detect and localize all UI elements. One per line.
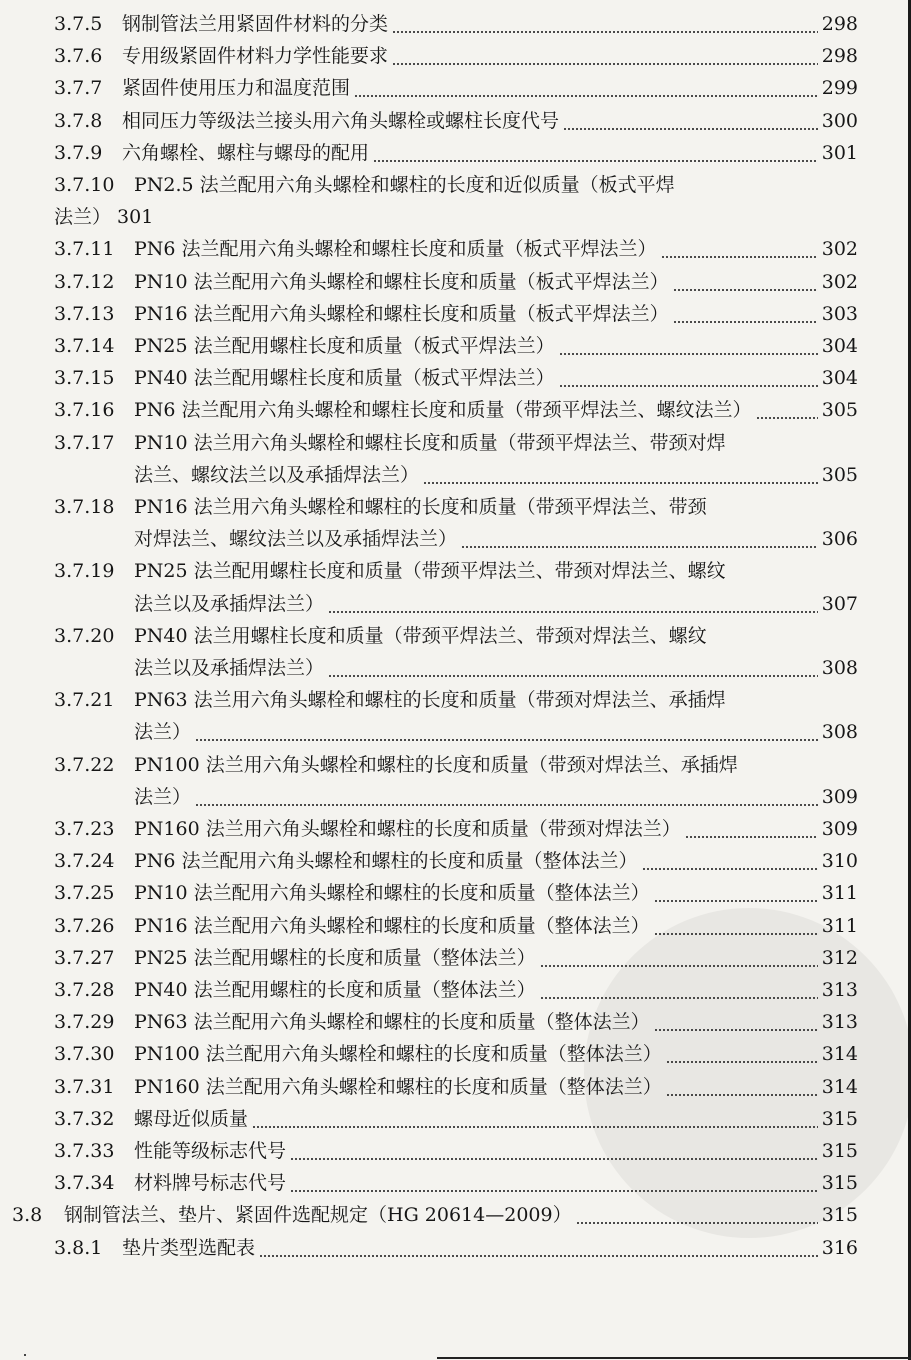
toc-entry-title: PN16 法兰用六角头螺栓和螺柱的长度和质量（带颈平焊法兰、带颈 [134,496,707,518]
toc-entry-title: 六角螺栓、螺柱与螺母的配用 [122,141,370,164]
toc-entry-title: PN2.5 法兰配用六角头螺栓和螺柱的长度和近似质量（板式平焊 [134,174,675,196]
toc-entry-title: PN10 法兰用六角头螺栓和螺柱长度和质量（带颈平焊法兰、带颈对焊 [134,431,726,454]
toc-entry-number: 3.7.10 [54,174,115,196]
toc-entry-number: 3.7.21 [54,689,115,712]
toc-entry-title: 钢制管法兰、垫片、紧固件选配规定（HG 20614—2009） [64,1204,572,1227]
toc-entry-title: 法兰） [134,785,192,808]
toc-leader-dots [195,781,818,813]
toc-page-number: 304 [821,367,858,390]
toc-entry-title: 螺母近似质量 [134,1107,249,1130]
toc-leader-dots [673,266,818,298]
toc-leader-dots [654,1006,818,1038]
toc-entry-number: 3.7.9 [54,141,103,164]
toc-page-number: 299 [821,77,858,100]
toc-entry-number: 3.7.24 [54,850,115,873]
toc-page-number: 311 [821,882,858,905]
toc-leader-dots [756,394,818,426]
toc-page-number: 314 [821,1075,858,1098]
toc-entry-number: 3.7.30 [54,1043,115,1066]
toc-leader-dots [423,459,818,491]
toc-entry-title: PN10 法兰配用六角头螺栓和螺柱的长度和质量（整体法兰） [134,882,650,905]
toc-page-number: 315 [821,1140,858,1162]
toc-entry-title: 法兰以及承插焊法兰） [134,592,325,615]
toc-leader-dots [559,330,818,362]
toc-page-number: 308 [821,656,858,679]
toc-entry-number: 3.7.18 [54,496,115,518]
toc-leader-dots [195,716,818,748]
toc-entry-number: 3.7.32 [54,1107,115,1130]
toc-entry-title: PN160 法兰配用六角头螺栓和螺柱的长度和质量（整体法兰） [134,1075,662,1098]
toc-entry-number: 3.7.11 [54,238,115,261]
toc-leader-dots [654,877,818,909]
toc-page-number: 304 [821,335,858,357]
toc-entry-title: PN16 法兰配用六角头螺栓和螺柱的长度和质量（整体法兰） [134,914,650,937]
toc-entry-number: 3.7.25 [54,882,115,905]
toc-page-number: 302 [821,238,858,261]
toc-leader-dots [392,8,818,40]
toc-leader-dots [392,40,818,72]
toc-page-number: 316 [821,1236,858,1259]
toc-entry-title: PN40 法兰配用螺柱的长度和质量（整体法兰） [134,979,536,1001]
toc-leader-dots [661,233,818,265]
toc-page-number: 298 [821,13,858,35]
toc-leader-dots [685,813,818,845]
toc-entry-title: PN25 法兰配用螺柱长度和质量（带颈平焊法兰、带颈对焊法兰、螺纹 [134,560,726,583]
toc-page-number: 301 [821,141,858,164]
toc-entry-number: 3.7.31 [54,1075,115,1098]
toc-page-number: 310 [821,850,858,873]
toc-leader-dots [563,105,818,137]
toc-entry-title: 垫片类型选配表 [122,1236,256,1259]
toc-page-number: 309 [821,818,858,840]
toc-page-number: 312 [821,946,858,969]
toc-entry-title: PN160 法兰用六角头螺栓和螺柱的长度和质量（带颈对焊法兰） [134,818,681,840]
toc-entry-title: PN16 法兰配用六角头螺栓和螺柱长度和质量（板式平焊法兰） [134,302,669,325]
toc-entry-number: 3.8.1 [54,1236,103,1259]
toc-entry-number: 3.7.12 [54,270,115,293]
toc-page-number: 308 [821,721,858,744]
toc-entry-title: 材料牌号标志代号 [134,1172,287,1195]
toc-entry-number: 3.7.13 [54,302,115,325]
toc-page-number: 313 [821,1011,858,1034]
toc-entry-number: 3.7.27 [54,946,115,969]
toc-leader-dots [328,652,818,684]
toc-entry-number: 3.7.29 [54,1011,115,1034]
toc-leader-dots [259,1232,818,1264]
toc-entry-number: 3.7.34 [54,1172,115,1195]
toc-entry-number: 3.7.6 [54,45,103,68]
toc-page-number: 314 [821,1043,858,1066]
toc-entry-number: 3.7.17 [54,431,115,454]
toc-page-number: 300 [821,109,858,132]
toc-leader-dots [642,845,818,877]
toc-entry-title: PN6 法兰配用六角头螺栓和螺柱的长度和质量（整体法兰） [134,850,638,873]
toc-leader-dots [290,1167,818,1199]
toc-page-number: 305 [821,463,858,486]
toc-page-number: 303 [821,302,858,325]
toc-entry-number: 3.7.20 [54,624,115,647]
toc-entry-number: 3.7.5 [54,13,103,35]
toc-leader-dots [654,910,818,942]
toc-entry-title: PN25 法兰配用螺柱长度和质量（板式平焊法兰） [134,335,555,357]
toc-entry-number: 3.8 [12,1204,43,1227]
toc-entry-title: 紧固件使用压力和温度范围 [122,77,351,100]
toc-leader-dots [328,588,818,620]
toc-leader-dots [354,72,818,104]
toc-entry-title: PN6 法兰配用六角头螺栓和螺柱长度和质量（带颈平焊法兰、螺纹法兰） [134,399,752,422]
toc-entry-number: 3.7.8 [54,109,103,132]
toc-entry-number: 3.7.19 [54,560,115,583]
toc-page-number: 309 [821,785,858,808]
toc-entry-number: 3.7.26 [54,914,115,937]
toc-entry-title: 性能等级标志代号 [134,1140,287,1162]
toc-entry-number: 3.7.16 [54,399,115,422]
toc-leader-dots [461,523,818,555]
toc-entry-title: PN100 法兰配用六角头螺栓和螺柱的长度和质量（整体法兰） [134,1043,662,1066]
toc-entry-title: 钢制管法兰用紧固件材料的分类 [122,13,389,35]
toc-entry-title: 对焊法兰、螺纹法兰以及承插焊法兰） [134,528,458,551]
toc-entry-number: 3.7.7 [54,77,103,100]
toc-entry-title: PN40 法兰配用螺柱长度和质量（板式平焊法兰） [134,367,555,390]
toc-entry-title: 法兰以及承插焊法兰） [134,656,325,679]
toc-page-number: 315 [821,1204,858,1227]
toc-page-number: 306 [821,528,858,551]
toc-entry-title: PN100 法兰用六角头螺栓和螺柱的长度和质量（带颈对焊法兰、承插焊 [134,753,738,776]
toc-page-number: 315 [821,1172,858,1195]
toc-entry-title: PN63 法兰配用六角头螺栓和螺柱的长度和质量（整体法兰） [134,1011,650,1034]
toc-page-number: 313 [821,979,858,1001]
toc-page-number: 302 [821,270,858,293]
toc-leader-dots [559,362,818,394]
toc-leader-dots [373,137,818,169]
toc-entry-number: 3.7.28 [54,979,115,1001]
toc-page-number: 307 [821,592,858,615]
toc-entry-title: PN10 法兰配用六角头螺栓和螺柱长度和质量（板式平焊法兰） [134,270,669,293]
toc-leader-dots [673,298,818,330]
toc-entry-title: 专用级紧固件材料力学性能要求 [122,45,389,68]
toc-entry-title: 法兰） 301 [54,206,154,229]
toc-entry-number: 3.7.22 [54,753,115,776]
toc-entry-title: 法兰） [134,721,192,744]
toc-leader-dots [666,1038,818,1070]
toc-entry-number: 3.7.23 [54,818,115,840]
scan-speck [24,1354,26,1356]
toc-page-number: 315 [821,1107,858,1130]
toc-page-number: 298 [821,45,858,68]
toc-leader-dots [252,1103,818,1135]
toc-page-number: 305 [821,399,858,422]
toc-entry-number: 3.7.14 [54,335,115,357]
toc-entry-title: PN63 法兰用六角头螺栓和螺柱的长度和质量（带颈对焊法兰、承插焊 [134,689,726,712]
toc-leader-dots [576,1199,818,1231]
toc-entry-title: PN25 法兰配用螺柱的长度和质量（整体法兰） [134,946,536,969]
footer-rule [437,1357,911,1359]
toc-leader-dots [540,942,818,974]
toc-entry-number: 3.7.33 [54,1140,115,1162]
toc-leader-dots [290,1135,818,1167]
toc-leader-dots [540,974,818,1006]
toc-entry-title: PN6 法兰配用六角头螺栓和螺柱长度和质量（板式平焊法兰） [134,238,657,261]
toc-entry-title: 相同压力等级法兰接头用六角头螺栓或螺柱长度代号 [122,109,560,132]
toc-entry-title: PN40 法兰用螺柱长度和质量（带颈平焊法兰、带颈对焊法兰、螺纹 [134,624,707,647]
toc-leader-dots [666,1071,818,1103]
toc-entry-number: 3.7.15 [54,367,115,390]
toc-page-number: 311 [821,914,858,937]
toc-entry-title: 法兰、螺纹法兰以及承插焊法兰） [134,463,420,486]
